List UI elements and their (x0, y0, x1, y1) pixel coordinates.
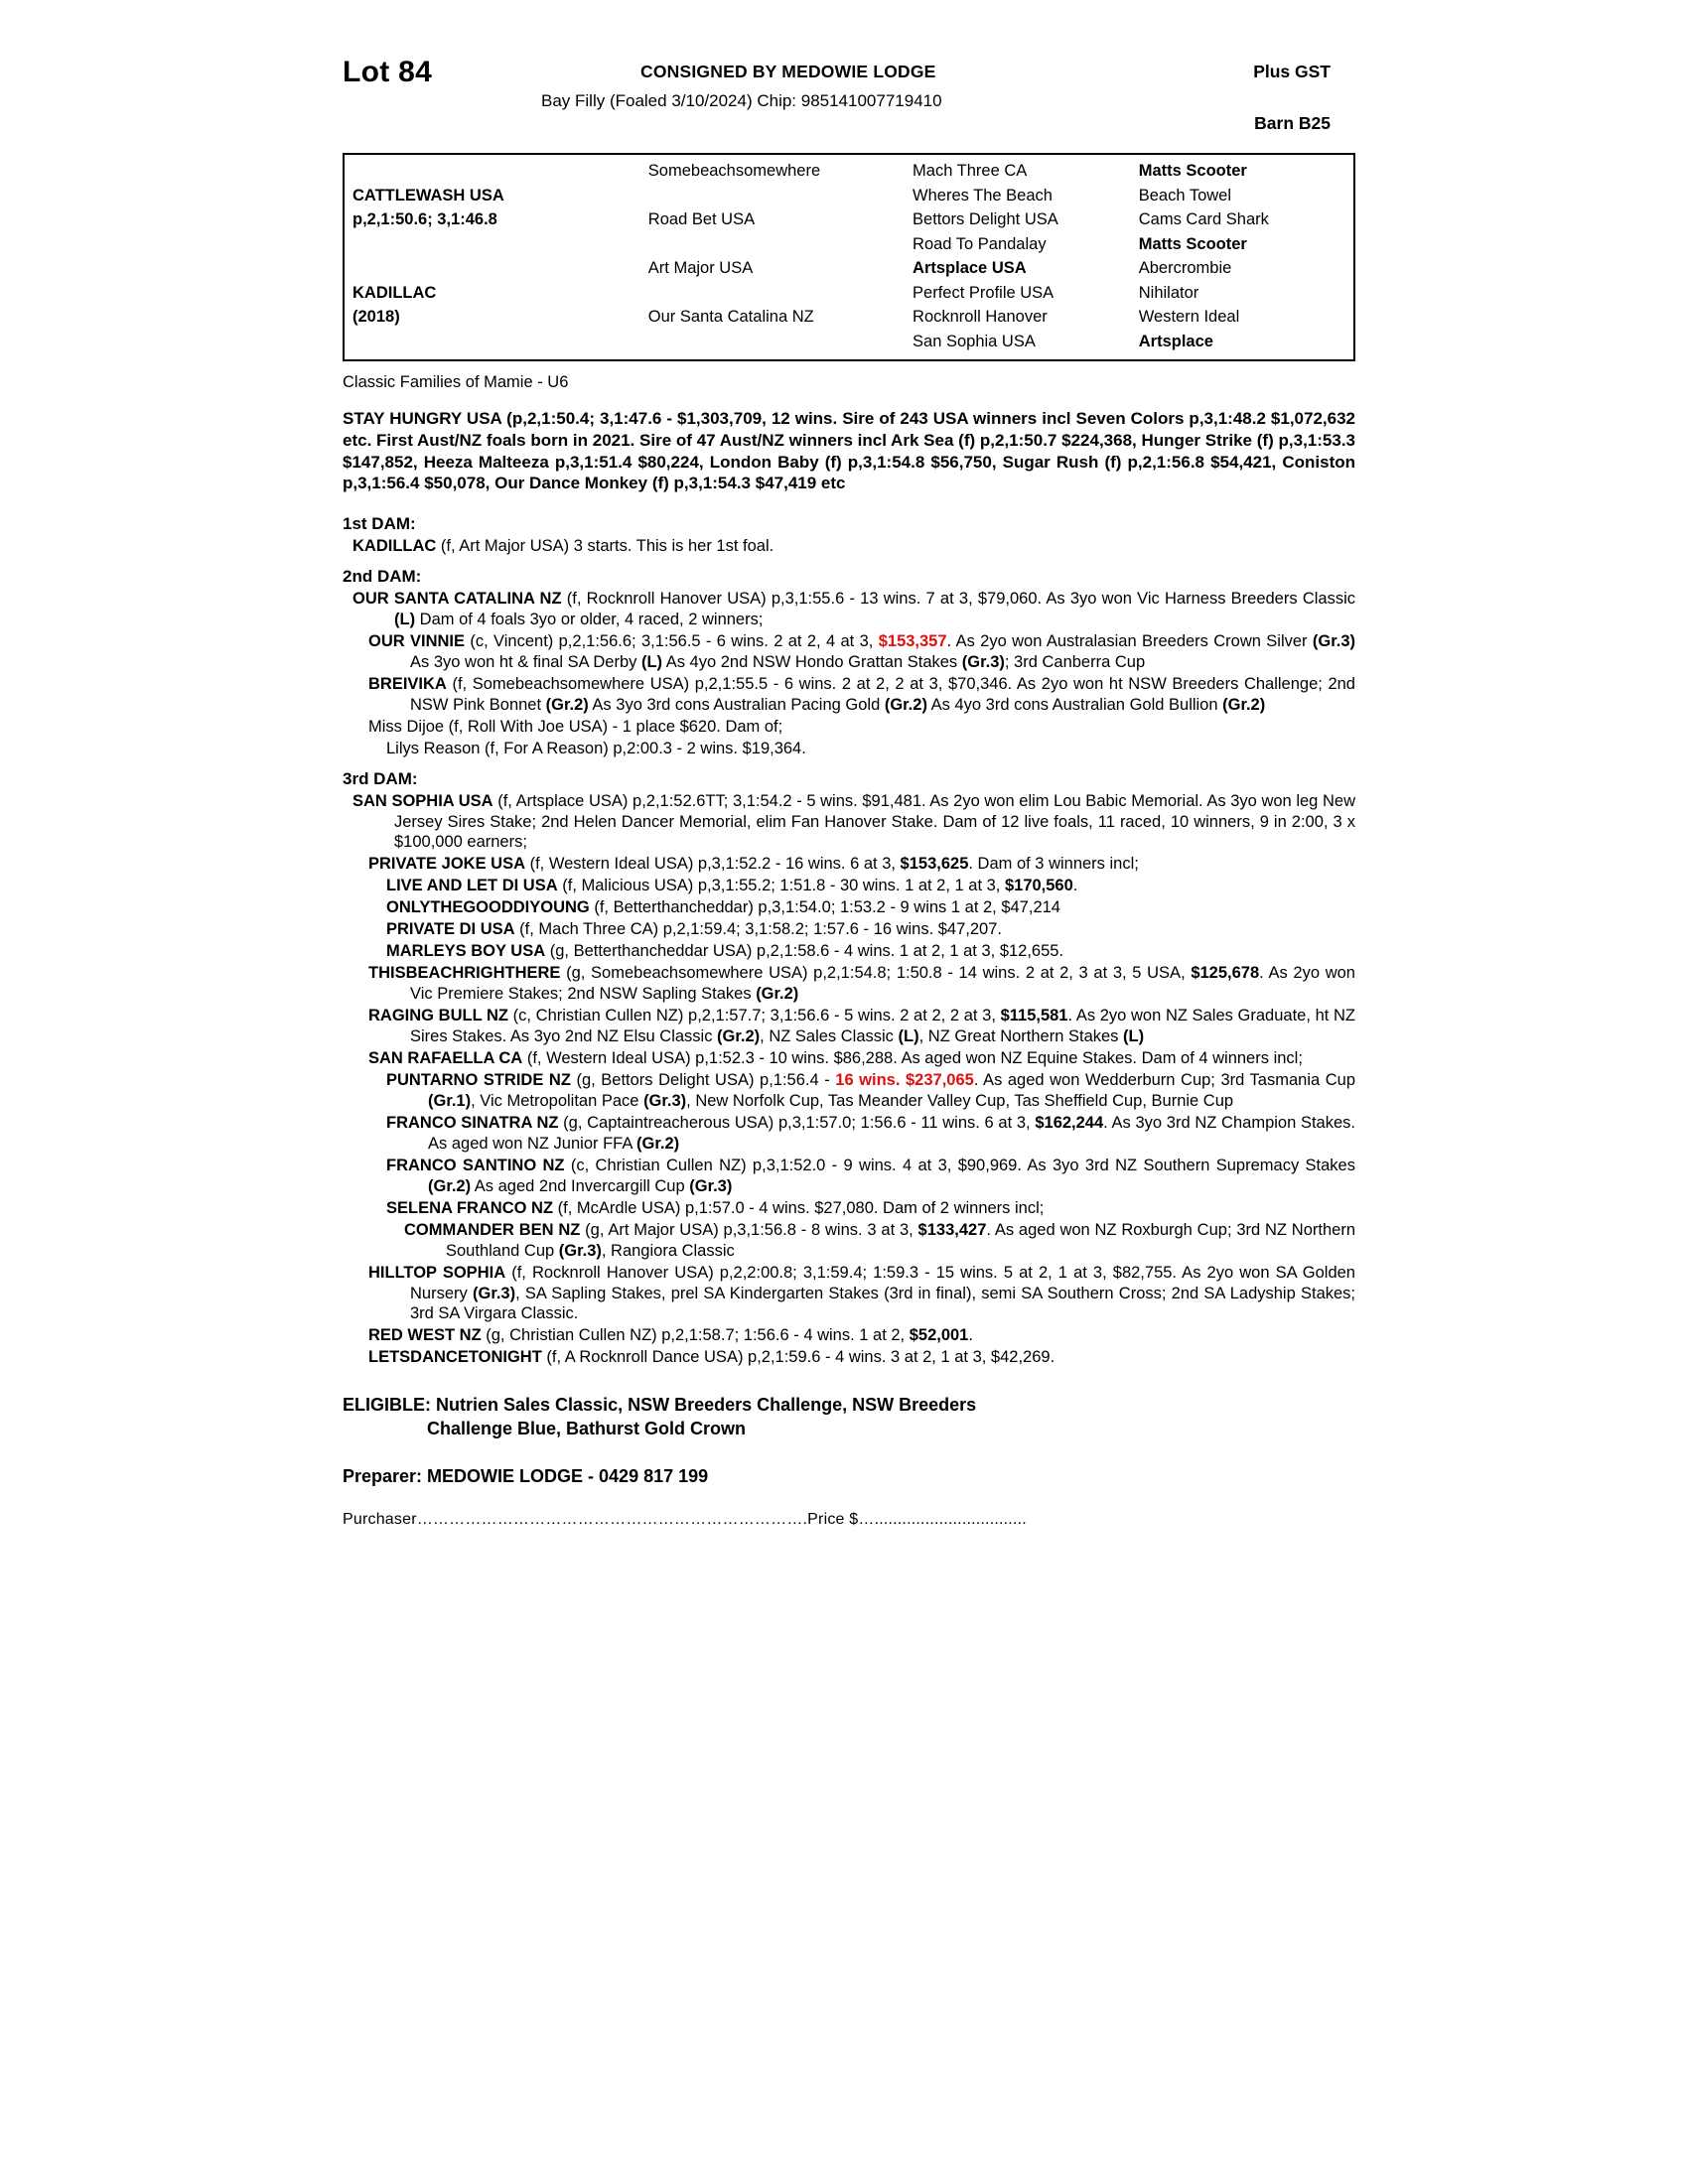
entry-text: LIVE AND LET DI USA (386, 877, 558, 895)
pedigree-cell (640, 281, 905, 306)
entry-text: (g, Betterthancheddar USA) p,2,1:58.6 - 4 wins. 1 at 2, 1 at 3, $12,655. (545, 942, 1064, 961)
pedigree-cell: San Sophia USA (913, 332, 1036, 350)
entry-text: (g, Somebeachsomewhere USA) p,2,1:54.8; 1:50.8 - 14 wins. 2 at 2, 3 at 3, 5 USA, (560, 964, 1192, 983)
entry-text: , SA Sapling Stakes, prel SA Kindergarten Stakes (3rd in final), semi SA Southern Cross; 2nd SA Ladyship Stakes; 3rd SA Virgara Classic. (410, 1284, 1356, 1323)
pedigree-entry (343, 1048, 1355, 1069)
sire-summary: STAY HUNGRY USA (p,2,1:50.4; 3,1:47.6 - $1,303,709, 12 wins. Sire of 243 USA winners incl Seven Colors p,3,1:48.2 $1,072,632 etc. First Aust/NZ foals born in 2021. Sire of 47 Aust/NZ winners incl Ark Sea (f) p,2,1:50.7 $224,368, Hunger Strike (f) p,3,1:53.3 $147,852, Heeza Malteeza p,3,1:51.4 $80,224, London Baby (f) p,3,1:54.8 $56,750, Sugar Rush (f) p,2,1:56.8 $54,421, Coniston p,3,1:56.4 $50,078, Our Dance Monkey (f) p,3,1:54.3 $47,419 etc (343, 409, 1355, 493)
entry-text: (f, Somebeachsomewhere USA) p,2,1:55.5 - 6 wins. 2 at 2, 2 at 3, $70,346. As 2yo won ht NSW Breeders Challenge; 2nd NSW Pink Bonnet (410, 674, 1355, 714)
pedigree-cell: Artsplace USA (913, 259, 1027, 277)
entry-text: (Gr.2) (1222, 695, 1266, 714)
entry-text: $153,357 (878, 631, 947, 650)
pedigree-cell: CATTLEWASH USA (352, 186, 504, 205)
pedigree-entry (343, 919, 1355, 940)
entry-text: MARLEYS BOY USA (386, 942, 546, 961)
entry-text: As 4yo 2nd NSW Hondo Grattan Stakes (662, 652, 962, 671)
pedigree-entry (343, 536, 1355, 557)
pedigree-entry (343, 1113, 1355, 1155)
pedigree-entry (343, 1347, 1355, 1368)
pedigree-entry (343, 674, 1355, 716)
entry-text: . (968, 1326, 973, 1345)
entry-text: As aged 2nd Invercargill Cup (471, 1176, 690, 1195)
page-header (343, 48, 1360, 139)
eligible-line-1: ELIGIBLE: Nutrien Sales Classic, NSW Breeders Challenge, NSW Breeders (343, 1395, 977, 1416)
pedigree-entry (343, 854, 1355, 875)
entry-text: (f, Art Major USA) 3 starts. This is her 1st foal. (436, 537, 774, 555)
entry-text: . As 2yo won Australasian Breeders Crown Silver (946, 631, 1313, 650)
entry-text: (g, Christian Cullen NZ) p,2,1:58.7; 1:56.6 - 4 wins. 1 at 2, (481, 1326, 910, 1345)
entry-text: (c, Christian Cullen NZ) p,3,1:52.0 - 9 wins. 4 at 3, $90,969. As 3yo 3rd NZ Southern Supremacy Stakes (564, 1156, 1355, 1174)
barn-label: Barn B25 (1254, 113, 1331, 133)
pedigree-cell: Abercrombie (1138, 259, 1232, 277)
entry-text: , Rangiora Classic (601, 1241, 735, 1260)
pedigree-entry (343, 876, 1355, 896)
pedigree-row (345, 305, 1353, 330)
entry-text: , New Norfolk Cup, Tas Meander Valley Cup, Tas Sheffield Cup, Burnie Cup (686, 1091, 1234, 1110)
entry-text: (f, Artsplace USA) p,2,1:52.6TT; 3,1:54.2 - 5 wins. $91,481. As 2yo won elim Lou Babic Memorial. As 3yo won leg New Jersey Sires Stake; 2nd Helen Dancer Memorial, elim Fan Hanover Stake. Dam of 12 live foals, 11 raced, 10 winners, 9 in 2:00, 3 x $100,000 earners; (394, 791, 1355, 852)
entry-text: RED WEST NZ (368, 1326, 482, 1345)
entry-text: (Gr.1) (428, 1091, 472, 1110)
pedigree-entry (343, 791, 1355, 854)
entry-text: $52,001 (909, 1326, 969, 1345)
pedigree-cell: KADILLAC (352, 283, 437, 302)
entry-text: As 3yo 3rd cons Australian Pacing Gold (588, 695, 885, 714)
entry-text: (f, Betterthancheddar) p,3,1:54.0; 1:53.2 - 9 wins 1 at 2, $47,214 (589, 898, 1060, 917)
pedigree-entry (343, 1325, 1355, 1346)
pedigree-entry (343, 739, 1355, 759)
pedigree-box (343, 153, 1355, 361)
entry-text: (g, Bettors Delight USA) p,1:56.4 - (570, 1070, 836, 1089)
pedigree-entry (343, 1156, 1355, 1197)
pedigree-cell: Perfect Profile USA (913, 283, 1055, 302)
entry-text: $162,244 (1035, 1113, 1104, 1132)
pedigree-cell: Somebeachsomewhere (647, 162, 821, 180)
pedigree-cell (345, 330, 640, 354)
entry-text: $115,581 (1000, 1007, 1068, 1025)
entry-text: RAGING BULL NZ (368, 1007, 509, 1025)
pedigree-cell (345, 256, 640, 281)
pedigree-entry (343, 941, 1355, 962)
entry-text: (Gr.2) (884, 695, 927, 714)
entry-text: (Gr.3) (961, 652, 1005, 671)
pedigree-cell: Road Bet USA (647, 210, 756, 228)
entry-text: (f, Western Ideal USA) p,1:52.3 - 10 wins. $86,288. As aged won NZ Equine Stakes. Dam of 4 winners incl; (522, 1049, 1303, 1068)
entry-text: (L) (1123, 1027, 1145, 1046)
pedigree-cell (345, 159, 640, 184)
pedigree-cell: p,2,1:50.6; 3,1:46.8 (352, 210, 497, 228)
pedigree-cell (345, 232, 640, 257)
dam-heading: 3rd DAM: (343, 768, 418, 788)
entry-text: PUNTARNO STRIDE NZ (386, 1070, 571, 1089)
entry-text: , NZ Great Northern Stakes (918, 1027, 1124, 1046)
pedigree-sections (343, 514, 1360, 1368)
dam-heading: 2nd DAM: (343, 566, 422, 586)
entry-text: (f, Rocknroll Hanover USA) p,3,1:55.6 - 13 wins. 7 at 3, $79,060. As 3yo won Vic Harness Breeders Classic (561, 589, 1355, 608)
entry-text: (c, Christian Cullen NZ) p,2,1:57.7; 3,1:56.6 - 5 wins. 2 at 2, 2 at 3, (508, 1007, 1001, 1025)
entry-text: BREIVIKA (368, 674, 447, 693)
pedigree-table (345, 159, 1353, 353)
entry-text: OUR VINNIE (368, 631, 466, 650)
entry-text: Lilys Reason (f, For A Reason) p,2:00.3 - 2 wins. $19,364. (386, 739, 806, 757)
pedigree-entry (343, 1070, 1355, 1112)
pedigree-cell: Our Santa Catalina NZ (647, 308, 814, 326)
entry-text: $153,625 (900, 855, 969, 874)
entry-text: , Vic Metropolitan Pace (471, 1091, 644, 1110)
entry-text: (f, A Rocknroll Dance USA) p,2,1:59.6 - 4 wins. 3 at 2, 1 at 3, $42,269. (541, 1348, 1055, 1367)
entry-text: Miss Dijoe (f, Roll With Joe USA) - 1 place $620. Dam of; (368, 717, 783, 736)
entry-text: $170,560 (1004, 877, 1073, 895)
entry-text: (f, McArdle USA) p,1:57.0 - 4 wins. $27,080. Dam of 2 winners incl; (553, 1198, 1045, 1217)
plus-gst-label: Plus GST (1253, 62, 1331, 81)
entry-text: (g, Captaintreacherous USA) p,3,1:57.0; 1:56.6 - 11 wins. 6 at 3, (558, 1113, 1036, 1132)
entry-text: SAN SOPHIA USA (352, 791, 493, 810)
entry-text: PRIVATE JOKE USA (368, 855, 525, 874)
entry-text: OUR SANTA CATALINA NZ (352, 589, 562, 608)
pedigree-entry (343, 1263, 1355, 1325)
entry-text: . As 2yo won Vic Premiere Stakes; 2nd NSW Sapling Stakes (410, 964, 1355, 1004)
lot-number: Lot 84 (343, 56, 433, 88)
pedigree-cell: Matts Scooter (1138, 234, 1247, 253)
entry-text: FRANCO SINATRA NZ (386, 1113, 559, 1132)
entry-text: Dam of 4 foals 3yo or older, 4 raced, 2 winners; (415, 610, 764, 628)
entry-text: . Dam of 3 winners incl; (968, 855, 1139, 874)
entry-text: (L) (640, 652, 663, 671)
pedigree-row (345, 281, 1353, 306)
entry-text: (Gr.3) (472, 1284, 516, 1302)
entry-text: (Gr.3) (558, 1241, 602, 1260)
pedigree-cell: Mach Three CA (913, 162, 1028, 180)
entry-text: . As aged won Wedderburn Cup; 3rd Tasmania Cup (973, 1070, 1355, 1089)
eligible-line-2: Challenge Blue, Bathurst Gold Crown (427, 1418, 747, 1438)
consignor-label: CONSIGNED BY MEDOWIE LODGE (640, 62, 936, 81)
preparer-line: Preparer: MEDOWIE LODGE - 0429 817 199 (343, 1466, 709, 1487)
pedigree-cell: Artsplace (1138, 332, 1213, 350)
entry-text: (f, Mach Three CA) p,2,1:59.4; 3,1:58.2; 1:57.6 - 16 wins. $47,207. (514, 920, 1002, 939)
entry-text: ; 3rd Canberra Cup (1004, 652, 1146, 671)
classic-families: Classic Families of Mamie - U6 (343, 373, 569, 391)
entry-text: . (1072, 877, 1078, 895)
entry-text: $125,678 (1191, 964, 1260, 983)
entry-text: (Gr.2) (545, 695, 589, 714)
pedigree-row (345, 256, 1353, 281)
entry-text: . As 2yo won NZ Sales Graduate, ht NZ Sires Stakes. As 3yo 2nd NZ Elsu Classic (410, 1007, 1355, 1046)
entry-text: SAN RAFAELLA CA (368, 1049, 523, 1068)
pedigree-entry (343, 1220, 1355, 1262)
entry-text: . As 3yo 3rd NZ Champion Stakes. As aged won NZ Junior FFA (428, 1113, 1355, 1153)
pedigree-row (345, 330, 1353, 354)
pedigree-entry (343, 963, 1355, 1005)
entry-text: PRIVATE DI USA (386, 920, 515, 939)
entry-text: (L) (898, 1027, 919, 1046)
pedigree-row (345, 207, 1353, 232)
pedigree-row (345, 159, 1353, 184)
entry-text: (c, Vincent) p,2,1:56.6; 3,1:56.5 - 6 wins. 2 at 2, 4 at 3, (465, 631, 879, 650)
entry-text: (Gr.3) (1312, 631, 1355, 650)
entry-text: (Gr.3) (689, 1176, 733, 1195)
entry-text: (f, Western Ideal USA) p,3,1:52.2 - 16 wins. 6 at 3, (525, 855, 901, 874)
pedigree-cell (640, 232, 905, 257)
entry-text: (f, Rocknroll Hanover USA) p,2,2:00.8; 3,1:59.4; 1:59.3 - 15 wins. 5 at 2, 1 at 3, $82,755. As 2yo won SA Golden Nursery (410, 1263, 1355, 1302)
eligible-block (343, 1394, 1296, 1440)
pedigree-cell: Bettors Delight USA (913, 210, 1058, 228)
pedigree-entry (343, 1198, 1355, 1219)
pedigree-row (345, 184, 1353, 208)
entry-text: (Gr.3) (643, 1091, 687, 1110)
pedigree-cell (640, 330, 905, 354)
pedigree-cell: (2018) (352, 308, 400, 326)
entry-text: $133,427 (917, 1220, 987, 1239)
entry-text: ONLYTHEGOODDIYOUNG (386, 898, 590, 917)
pedigree-entry (343, 631, 1355, 673)
entry-text: , NZ Sales Classic (760, 1027, 899, 1046)
pedigree-cell: Wheres The Beach (913, 186, 1053, 205)
pedigree-row (345, 232, 1353, 257)
entry-text: As 3yo won ht & final SA Derby (410, 652, 641, 671)
entry-text: THISBEACHRIGHTHERE (368, 964, 561, 983)
pedigree-cell: Nihilator (1138, 283, 1199, 302)
entry-text: SELENA FRANCO NZ (386, 1198, 554, 1217)
pedigree-cell: Road To Pandalay (913, 234, 1047, 253)
entry-text: (Gr.2) (428, 1176, 472, 1195)
pedigree-entry (343, 1006, 1355, 1047)
entry-text: COMMANDER BEN NZ (404, 1220, 581, 1239)
pedigree-cell: Cams Card Shark (1138, 210, 1269, 228)
entry-text: LETSDANCETONIGHT (368, 1348, 542, 1367)
dam-heading: 1st DAM: (343, 514, 416, 533)
pedigree-cell: Art Major USA (647, 259, 754, 277)
entry-text: HILLTOP SOPHIA (368, 1263, 506, 1282)
entry-text: KADILLAC (352, 537, 437, 555)
entry-text: . As aged won NZ Roxburgh Cup; 3rd NZ Northern Southland Cup (446, 1220, 1355, 1260)
pedigree-cell: Western Ideal (1138, 308, 1240, 326)
entry-text: (Gr.2) (636, 1134, 680, 1153)
entry-text: (Gr.2) (717, 1027, 761, 1046)
pedigree-entry (343, 717, 1355, 738)
entry-text: 16 wins. $237,065 (835, 1070, 974, 1089)
entry-text: (L) (394, 610, 416, 628)
pedigree-cell: Rocknroll Hanover (913, 308, 1048, 326)
entry-text: FRANCO SANTINO NZ (386, 1156, 565, 1174)
purchaser-line: Purchaser……………………………………………………………….Price $…................................. (343, 1511, 1027, 1529)
entry-text: (g, Art Major USA) p,3,1:56.8 - 8 wins. 3 at 3, (580, 1220, 918, 1239)
pedigree-cell: Matts Scooter (1138, 162, 1247, 180)
pedigree-cell: Beach Towel (1138, 186, 1232, 205)
entry-text: As 4yo 3rd cons Australian Gold Bullion (926, 695, 1223, 714)
entry-text: (f, Malicious USA) p,3,1:55.2; 1:51.8 - 30 wins. 1 at 2, 1 at 3, (557, 877, 1005, 895)
pedigree-entry (343, 589, 1355, 630)
entry-text: (Gr.2) (756, 985, 799, 1004)
horse-description: Bay Filly (Foaled 3/10/2024) Chip: 985141007719410 (541, 91, 942, 110)
pedigree-entry (343, 897, 1355, 918)
pedigree-cell (640, 184, 905, 208)
